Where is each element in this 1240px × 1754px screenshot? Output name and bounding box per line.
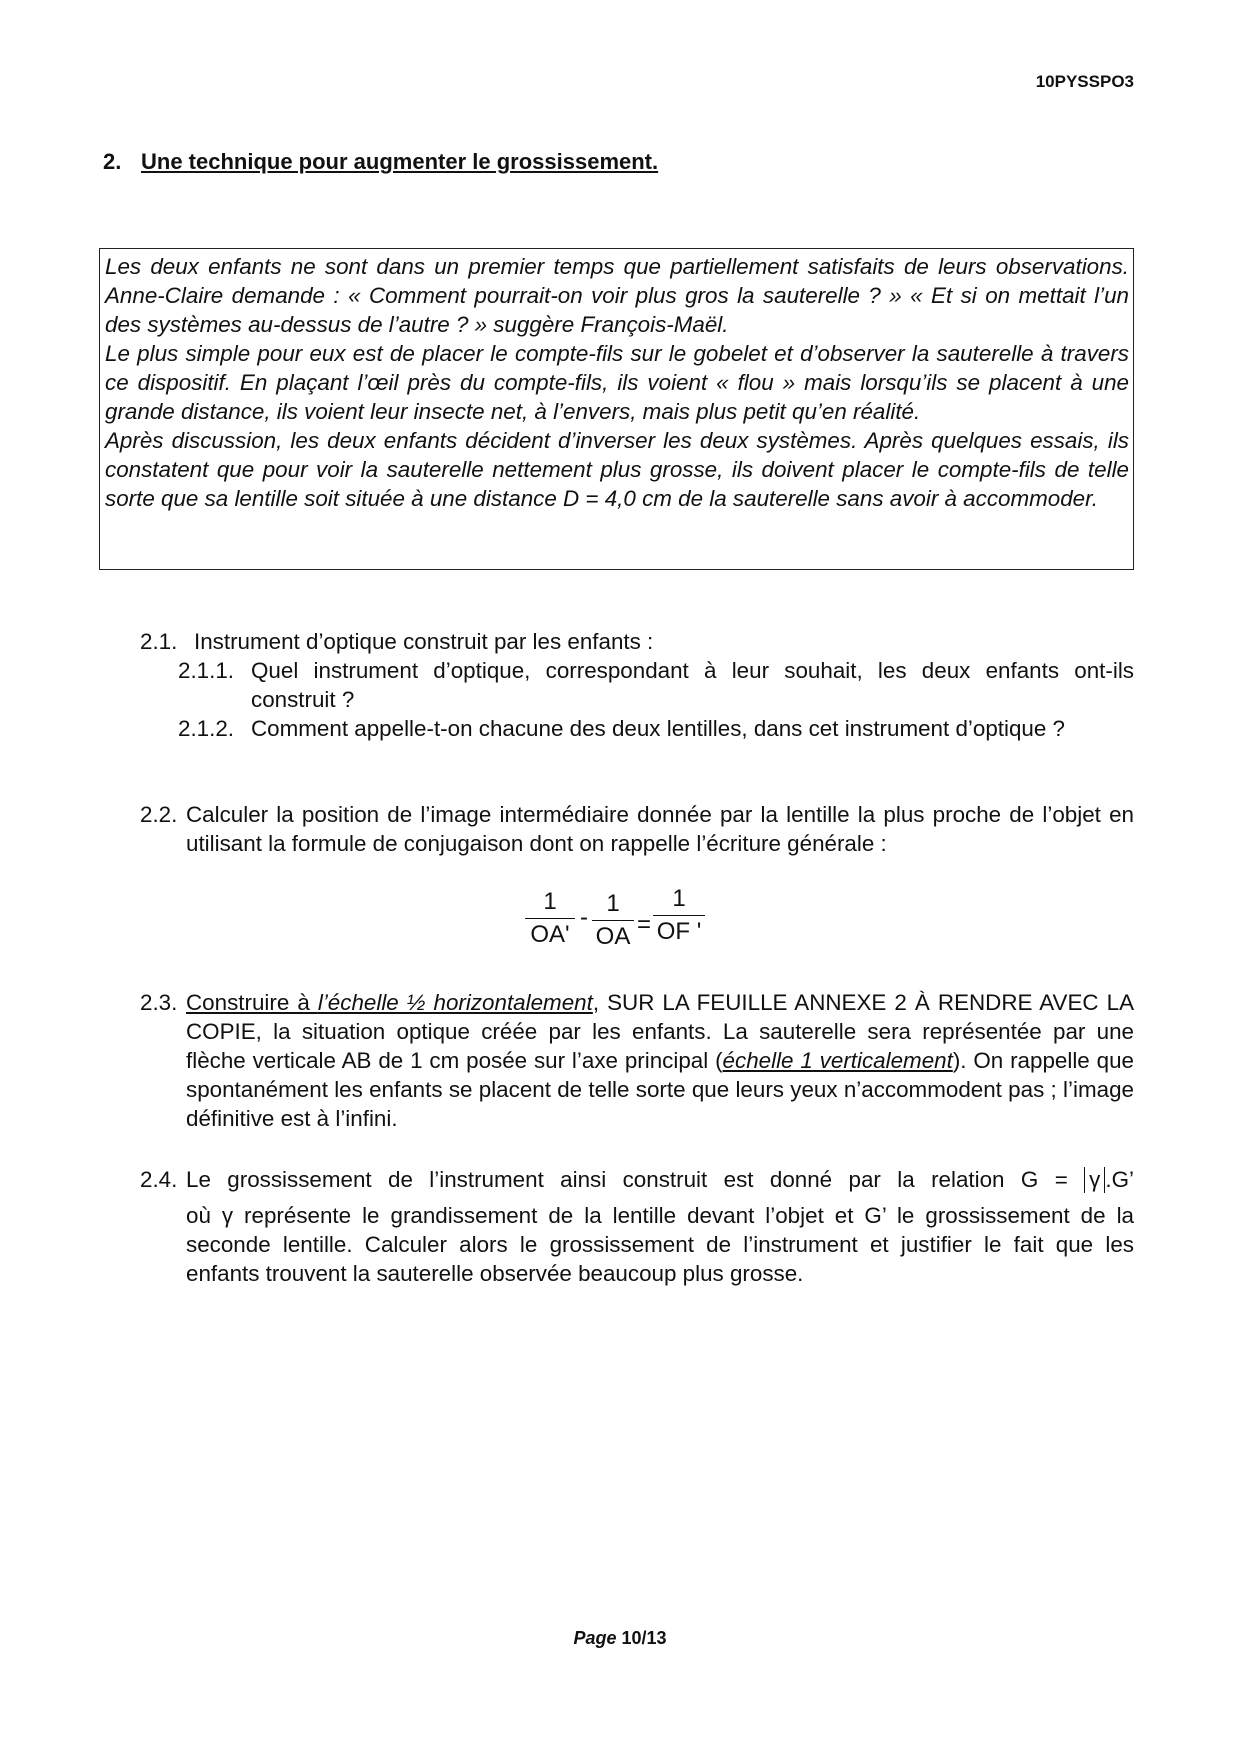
question-text: Quel instrument d’optique, correspondant à leur souhait, les deux enfants ont-ils construit ? bbox=[251, 658, 1134, 712]
context-box bbox=[99, 248, 1134, 570]
fraction-bar bbox=[592, 920, 634, 921]
minus-sign: - bbox=[580, 904, 588, 931]
question-number: 2.2. bbox=[140, 802, 178, 827]
underlined-text: Construire à bbox=[186, 990, 318, 1015]
context-paragraph: Le plus simple pour eux est de placer le compte-fils sur le gobelet et d’observer la sauterelle à travers ce dispositif. En plaçant l’œil près du compte-fils, ils voient « flou » mais lorsqu’ils se placent à une grande distance, ils voient leur insecte net, à l’envers, mais plus petit qu’en réalité. bbox=[105, 341, 1129, 424]
question-2-1 bbox=[140, 627, 1134, 657]
question-2-3 bbox=[140, 988, 1134, 1138]
section-number: 2. bbox=[103, 149, 122, 174]
question-text-part: ). On rappelle que spontanément les enfants se placent de telle sorte que leurs yeux n’accommodent pas ; l’image définitive est à l’infini. bbox=[186, 1048, 1134, 1131]
fraction-1-over-OAprime bbox=[525, 888, 575, 949]
g-prime: .G’ bbox=[1105, 1167, 1134, 1192]
context-paragraph: Après discussion, les deux enfants décident d’inverser les deux systèmes. Après quelques essais, ils constatent que pour voir la sauterelle nettement plus grosse, ils doivent placer le compte-fils de telle sorte que sa lentille soit située à une distance D = 4,0 cm de la sauterelle sans avoir à accommoder. bbox=[105, 428, 1129, 511]
gamma-absolute-value: γ bbox=[1084, 1167, 1105, 1193]
question-2-2 bbox=[140, 800, 1134, 860]
question-number: 2.3. bbox=[140, 990, 178, 1015]
question-text: Calculer la position de l’image intermédiaire donnée par la lentille la plus proche de l’objet en utilisant la formule de conjugaison dont on rappelle l’écriture générale : bbox=[186, 802, 1134, 856]
fraction-bar bbox=[525, 918, 575, 919]
document-reference: 10PYSSPO3 bbox=[1035, 72, 1134, 91]
page-label: Page bbox=[573, 1628, 617, 1648]
question-line-1 bbox=[186, 1165, 1134, 1194]
fraction-1-over-OA bbox=[592, 890, 634, 951]
section-title bbox=[103, 149, 658, 175]
numerator: 1 bbox=[672, 885, 686, 912]
denominator: OF ' bbox=[656, 918, 702, 945]
question-2-1-1 bbox=[178, 656, 1134, 716]
question-2-4 bbox=[140, 1165, 1134, 1295]
section-title-text: Une technique pour augmenter le grossissement. bbox=[141, 149, 659, 174]
numerator: 1 bbox=[543, 888, 557, 915]
question-text bbox=[186, 988, 1134, 1133]
question-text-part: Le grossissement de l’instrument ainsi construit est donné par la relation G = bbox=[186, 1167, 1068, 1192]
question-text: Instrument d’optique construit par les enfants : bbox=[194, 629, 654, 654]
fraction-bar bbox=[653, 915, 705, 916]
numerator: 1 bbox=[606, 890, 620, 917]
fraction-1-over-OFprime bbox=[653, 885, 705, 946]
page-number: 10/13 bbox=[621, 1628, 667, 1648]
conjugation-formula bbox=[525, 885, 725, 958]
denominator: OA bbox=[595, 923, 631, 950]
denominator: OA' bbox=[530, 921, 570, 948]
question-text: où γ représente le grandissement de la lentille devant l’objet et G’ le grossissement de la seconde lentille. Calculer alors le grossissement de l’instrument et justifier le fait que les enfants trouvent la sauterelle observée beaucoup plus grosse. bbox=[186, 1203, 1134, 1286]
question-text-part: , SUR LA FEUILLE ANNEXE 2 À RENDRE AVEC LA COPIE, la situation optique créée par les enfants. La sauterelle sera représentée par une flèche verticale AB de 1 cm posée sur l’axe principal ( bbox=[186, 990, 1134, 1073]
page-footer bbox=[0, 1628, 1240, 1649]
question-number: 2.1.2. bbox=[178, 716, 235, 741]
question-number: 2.1.1. bbox=[178, 658, 235, 683]
underlined-italic-text: échelle 1 verticalement bbox=[722, 1048, 953, 1073]
equals-sign: = bbox=[637, 911, 652, 938]
question-2-1-2 bbox=[178, 714, 1134, 774]
underlined-italic-text: l’échelle ½ horizontalement bbox=[317, 990, 593, 1015]
question-number: 2.1. bbox=[140, 629, 178, 654]
context-paragraph: Les deux enfants ne sont dans un premier temps que partiellement satisfaits de leurs observations. Anne-Claire demande : « Comment pourrait-on voir plus gros la sauterelle ? » « Et si on mettait l’un des systèmes au-dessus de l’autre ? » suggère François-Maël. bbox=[105, 254, 1129, 337]
question-text: Comment appelle-t-on chacune des deux lentilles, dans cet instrument d’optique ? bbox=[251, 716, 1066, 741]
question-number: 2.4. bbox=[140, 1167, 178, 1192]
